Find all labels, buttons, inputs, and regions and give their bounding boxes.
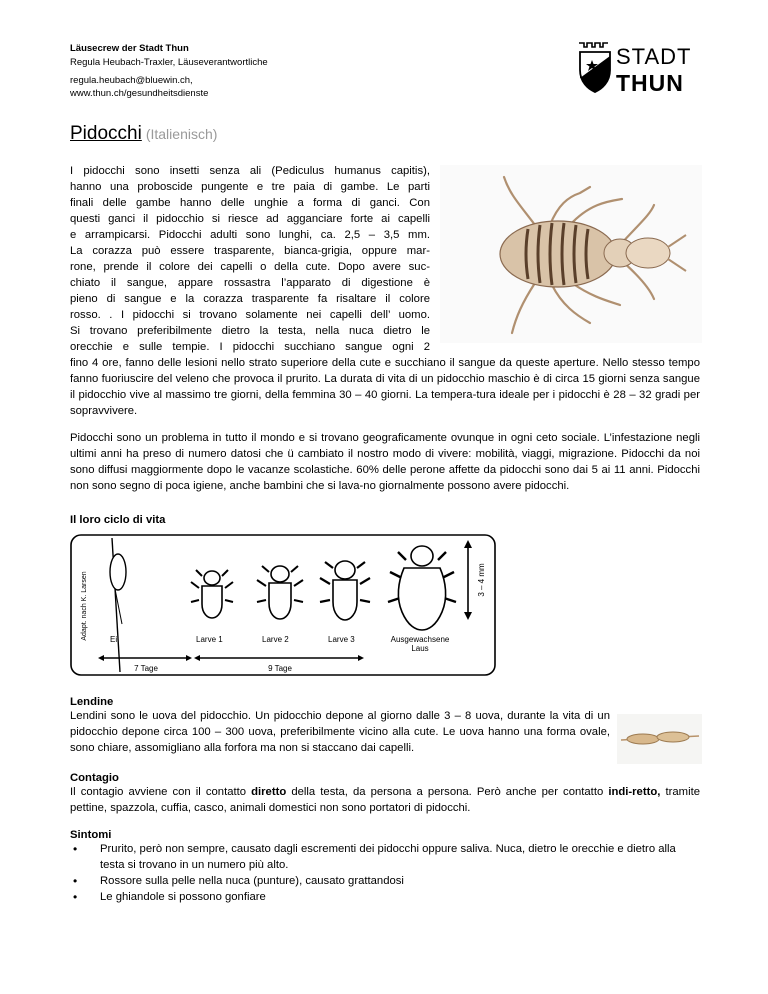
stage-label-adult-2: Laus	[411, 644, 429, 653]
header-person: Regula Heubach-Traxler, Läuseverantwortliche	[70, 57, 268, 68]
intro-paragraph	[70, 163, 430, 355]
stadt-thun-logo	[578, 40, 698, 100]
intro-line: finali delle gambe hanno delle unghie a forma di ganci. Con	[70, 197, 430, 209]
intro-line: La corazza può essere trasparente, bianca-grigia, oppure mar-	[70, 245, 430, 257]
louse-photo	[440, 165, 702, 343]
contagio-heading: Contagio	[70, 772, 119, 784]
intro-line: I pidocchi sono insetti senza ali (Pediculus humanus capitis),	[70, 165, 430, 177]
size-label: 3 – 4 mm	[477, 563, 486, 597]
sintomi-section	[70, 829, 700, 905]
intro-line: Si trovano preferibilmente dietro la testa, nella nuca dietro le	[70, 325, 430, 337]
intro-line: pieno di sangue e la corazza trasparente fa risaltare il colore	[70, 293, 430, 305]
header-website[interactable]: www.thun.ch/gesundheitsdienste	[70, 88, 209, 99]
logo-line2: THUN	[616, 70, 684, 96]
logo-line1: STADT	[616, 44, 692, 69]
stage-label-egg: Ei	[110, 635, 118, 644]
sintomi-heading: Sintomi	[70, 829, 112, 841]
interval-9-days: 9 Tage	[268, 664, 292, 673]
title-language: (Italienisch)	[145, 126, 218, 142]
symptom-list	[70, 841, 700, 905]
cycle-heading: Il loro ciclo di vita	[70, 514, 166, 526]
cycle-credit: Adapt. nach K. Larsen	[81, 571, 88, 641]
spread-paragraph: Pidocchi sono un problema in tutto il mondo e si trovano geograficamente ovunque in ogni ceto sociale. L’infestazione negli ultimi anni ha preso di numero datosi che ü cambiato il nostro modo di vivere: mobilità, viaggi, migrazione. Pidocchi da noi sono diffusi maggiormente dopo le vacanze scolastiche. 60% delle perone affette da pidocchi sono dai 5 ai 11 anni. Pidocchi non sono segno di poca igiene, anche bambini che si lava-no giornalmente possono avere pidocchi.	[70, 432, 700, 492]
title-main: Pidocchi	[70, 123, 142, 144]
nit-photo	[617, 714, 702, 764]
page-title	[70, 123, 217, 145]
list-item: • Rossore sulla pelle nella nuca (punture), causato grattandosi	[70, 873, 700, 889]
lendine-heading: Lendine	[70, 696, 114, 708]
intro-line: rone, prende il colore dei capelli o della cute. Dopo avere suc-	[70, 261, 430, 273]
stage-label-larva3: Larve 3	[328, 635, 355, 644]
stage-label-larva1: Larve 1	[196, 635, 223, 644]
thun-crest-icon	[578, 42, 612, 94]
lendine-text: Lendini sono le uova del pidocchio. Un pidocchio depone al giorno dalle 3 – 8 uova, durante la vita di un pidocchio depone circa 100 – 300 uova, preferibilmente vicino alla cute. Le uova hanno una forma ovale, sono chiare, assomigliano alla forfora ma non si staccano dai capelli.	[70, 710, 610, 754]
stage-label-larva2: Larve 2	[262, 635, 289, 644]
lendine-section	[70, 696, 610, 756]
intro-line: chiato il sangue, appare rossastra l’apparato di digestione è	[70, 277, 430, 289]
intro-line: rosso. . I pidocchi si trovano solamente nei capelli dell’ uomo.	[70, 309, 430, 321]
list-item: • Le ghiandole si possono gonfiare	[70, 889, 700, 905]
contagio-section	[70, 772, 700, 816]
interval-7-days: 7 Tage	[134, 664, 158, 673]
intro-line: orecchie e sulle tempie. I pidocchi succhiano sangue ogni 2	[70, 341, 430, 353]
header-email[interactable]: regula.heubach@bluewin.ch,	[70, 75, 193, 86]
intro-line: questi ganci il pidocchio si riesce ad agganciare forte ai capelli	[70, 213, 430, 225]
list-item: • Prurito, però non sempre, causato dagli escrementi dei pidocchi oppure saliva. Nuca, dietro le orecchie e dietro alla testa si trovano in un numero più alto.	[70, 841, 700, 873]
stage-label-adult-1: Ausgewachsene	[390, 635, 450, 644]
intro-line: e arrampicarsi. Pidocchi adulti sono lunghi, ca. 2,5 – 3,5 mm.	[70, 229, 430, 241]
life-cycle-diagram	[70, 534, 496, 676]
intro-paragraph-continued: fino 4 ore, fanno delle lesioni nello strato superiore della cute e succhiano il sangue da queste aperture. Nello stesso tempo fanno fuoriuscire del veleno che provoca il prurito. La durata di vita di un pidocchio maschio è di circa 15 giorni senza sangue il pidocchio vive al massimo tre giorni, della femmina 30 – 40 giorni. La tempera-tura ideale per i pidocchi è 28 – 32 gradi per sopravvivere.	[70, 357, 700, 417]
intro-line: hanno una proboscide pungente e tre paia di gambe. Le parti	[70, 181, 430, 193]
header-organization: Läusecrew der Stadt Thun	[70, 43, 189, 54]
contagio-text: Il contagio avviene con il contatto diretto della testa, da persona a persona. Però anche per contatto indi-retto, tramite pettine, spazzola, cuffia, casco, animali domestici non sono portatori di pidocchi.	[70, 786, 700, 814]
